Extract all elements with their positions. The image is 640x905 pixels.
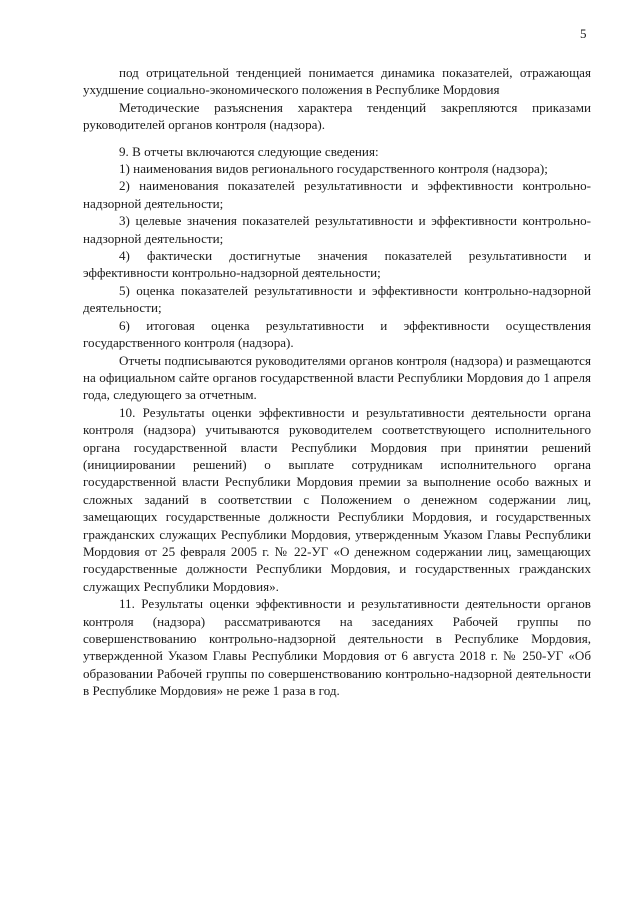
page-number: 5 (580, 26, 587, 41)
paragraph: 3) целевые значения показателей результативности и эффективности контрольно-надзорной деятельности; (83, 213, 591, 246)
paragraph: 6) итоговая оценка результативности и эффективности осуществления государственного контроля (надзора). (83, 317, 591, 351)
paragraph: 10. Результаты оценки эффективности и результативности деятельности органа контроля (надзора) учитываются руководителем соответствующего исполнительного органа государственной власти Республики Мордовия при принятии решений (инициировании решений) о выплате сотрудникам исполнительного органа государственной власти Республики Мордовия премии за выполнение особо важных и сложных заданий в соответствии с Положением о денежном содержании лиц, замещающих государственные должности Республики Мордовия, и государственных гражданских служащих Республики Мордовия, утвержденным Указом Главы Республики Мордовия от 25 февраля 2005 г. № 22-УГ «О денежном содержании лиц, замещающих государственные должности Республики Мордовия, и государственных гражданских служащих Республики Мордовия». (83, 404, 591, 594)
paragraph: Методические разъяснения характера тенденций закрепляются приказами руководителей органов контроля (надзора). (83, 99, 591, 133)
paragraph: 5) оценка показателей результативности и эффективности контрольно-надзорной деятельности; (83, 282, 591, 316)
paragraph: 1) наименования видов регионального государственного контроля (надзора); (119, 161, 548, 177)
paragraph: Отчеты подписываются руководителями органов контроля (надзора) и размещаются на официальном сайте органов государственной власти Республики Мордовия до 1 апреля года, следующего за отчетным. (83, 352, 591, 403)
paragraph: 2) наименования показателей результативности и эффективности контрольно-надзорной деятельности; (83, 178, 591, 211)
paragraph: 4) фактически достигнутые значения показателей результативности и эффективности контрольно-надзорной деятельности; (83, 248, 591, 281)
paragraph: 9. В отчеты включаются следующие сведения: (119, 143, 379, 159)
document-body (83, 64, 591, 700)
paragraph: 11. Результаты оценки эффективности и результативности деятельности органов контроля (надзора) рассматриваются на заседаниях Рабочей группы по совершенствованию контрольно-надзорной деятельности в Республике Мордовия, утвержденной Указом Главы Республики Мордовия от 6 августа 2018 г. № 250-УГ «Об образовании Рабочей группы по совершенствованию контрольно-надзорной деятельности в Республике Мордовия» не реже 1 раза в год. (83, 596, 591, 699)
paragraph: под отрицательной тенденцией понимается динамика показателей, отражающая ухудшение социально-экономического положения в Республике Мордовия (83, 65, 591, 98)
